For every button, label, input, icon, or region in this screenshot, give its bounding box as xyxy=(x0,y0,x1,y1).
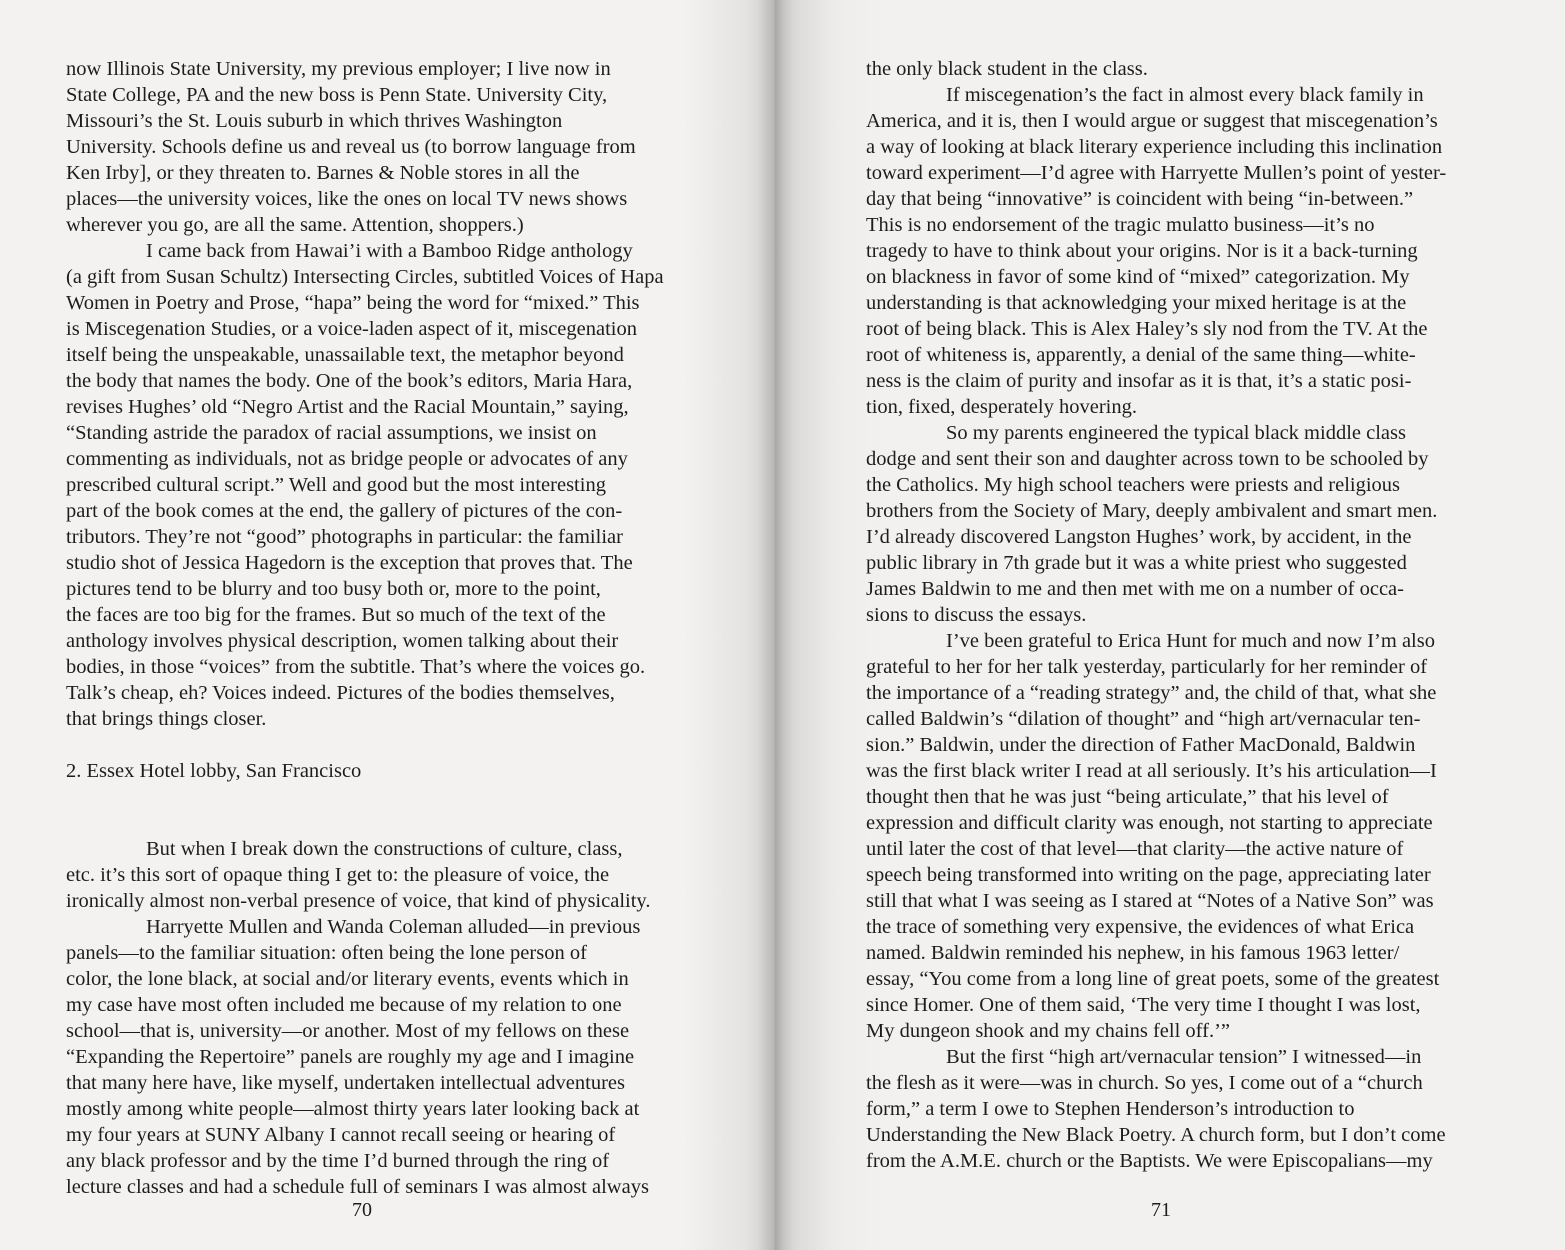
text-line: places—the university voices, like the ones on local TV news shows xyxy=(66,188,628,210)
text-line: pictures tend to be blurry and too busy both or, more to the point, xyxy=(66,578,601,600)
text-line: prescribed cultural script.” Well and good but the most interesting xyxy=(66,474,606,496)
text-line: revises Hughes’ old “Negro Artist and the Racial Mountain,” saying, xyxy=(66,396,629,418)
right-page xyxy=(775,0,1565,1250)
blank-line xyxy=(66,732,674,758)
text-line: dodge and sent their son and daughter across town to be schooled by xyxy=(866,448,1429,470)
text-line: called Baldwin’s “dilation of thought” and “high art/vernacular ten- xyxy=(866,708,1421,730)
text-line: My dungeon shook and my chains fell off.’” xyxy=(866,1020,1230,1042)
text-line: a way of looking at black literary experience including this inclination xyxy=(866,136,1443,158)
text-line: from the A.M.E. church or the Baptists. We were Episcopalians—my xyxy=(866,1150,1433,1172)
text-line: anthology involves physical description, women talking about their xyxy=(66,630,619,652)
text-line: thought then that he was just “being articulate,” that his level of xyxy=(866,786,1389,808)
text-line: Missouri’s the St. Louis suburb in which thrives Washington xyxy=(66,110,563,132)
text-line: itself being the unspeakable, unassailable text, the metaphor beyond xyxy=(66,344,624,366)
text-line: State College, PA and the new boss is Penn State. University City, xyxy=(66,84,608,106)
text-line: Talk’s cheap, eh? Voices indeed. Pictures of the bodies themselves, xyxy=(66,682,615,704)
text-line: grateful to her for her talk yesterday, particularly for her reminder of xyxy=(866,656,1428,678)
blank-line xyxy=(66,784,674,836)
text-line: commenting as individuals, not as bridge people or advocates of any xyxy=(66,448,628,470)
text-line: expression and difficult clarity was enough, not starting to appreciate xyxy=(866,812,1433,834)
page-number-left: 70 xyxy=(352,1199,372,1221)
text-line: James Baldwin to me and then met with me on a number of occa- xyxy=(866,578,1404,600)
text-line: that many here have, like myself, undertaken intellectual adventures xyxy=(66,1072,625,1094)
text-line: my case have most often included me because of my relation to one xyxy=(66,994,622,1016)
text-line: tragedy to have to think about your origins. Nor is it a back-turning xyxy=(866,240,1418,262)
text-line: the body that names the body. One of the book’s editors, Maria Hara, xyxy=(66,370,633,392)
text-line: America, and it is, then I would argue or suggest that miscegenation’s xyxy=(866,110,1438,132)
text-line: root of whiteness is, apparently, a denial of the same thing—white- xyxy=(866,344,1416,366)
text-line: school—that is, university—or another. Most of my fellows on these xyxy=(66,1020,630,1042)
text-line: tributors. They’re not “good” photographs in particular: the familiar xyxy=(66,526,623,548)
text-line: lecture classes and had a schedule full of seminars I was almost always xyxy=(66,1176,649,1198)
text-line: 2. Essex Hotel lobby, San Francisco xyxy=(66,760,362,782)
text-line: If miscegenation’s the fact in almost every black family in xyxy=(946,84,1424,106)
text-line: ness is the claim of purity and insofar as it is that, it’s a static posi- xyxy=(866,370,1412,392)
text-line: named. Baldwin reminded his nephew, in his famous 1963 letter/ xyxy=(866,942,1400,964)
text-line: my four years at SUNY Albany I cannot recall seeing or hearing of xyxy=(66,1124,616,1146)
text-line: I’d already discovered Langston Hughes’ work, by accident, in the xyxy=(866,526,1412,548)
text-line: tion, fixed, desperately hovering. xyxy=(866,396,1137,418)
text-line: until later the cost of that level—that clarity—the active nature of xyxy=(866,838,1404,860)
text-line: still that what I was seeing as I stared at “Notes of a Native Son” was xyxy=(866,890,1434,912)
text-line: any black professor and by the time I’d burned through the ring of xyxy=(66,1150,610,1172)
text-line: the only black student in the class. xyxy=(866,58,1148,80)
text-line: the Catholics. My high school teachers were priests and religious xyxy=(866,474,1401,496)
text-line: speech being transformed into writing on the page, appreciating later xyxy=(866,864,1431,886)
text-line: the trace of something very expensive, the evidences of what Erica xyxy=(866,916,1415,938)
text-line: Women in Poetry and Prose, “hapa” being the word for “mixed.” This xyxy=(66,292,640,314)
text-line: root of being black. This is Alex Haley’s sly nod from the TV. At the xyxy=(866,318,1428,340)
page-number-right: 71 xyxy=(1151,1199,1171,1221)
text-line: the flesh as it were—was in church. So yes, I come out of a “church xyxy=(866,1072,1423,1094)
text-line: Understanding the New Black Poetry. A church form, but I don’t come xyxy=(866,1124,1446,1146)
text-line: brothers from the Society of Mary, deeply ambivalent and smart men. xyxy=(866,500,1438,522)
text-line: toward experiment—I’d agree with Harryette Mullen’s point of yester- xyxy=(866,162,1447,184)
text-line: color, the lone black, at social and/or literary events, events which in xyxy=(66,968,629,990)
left-page-text xyxy=(66,56,674,1200)
text-line: (a gift from Susan Schultz) Intersecting Circles, subtitled Voices of Hapa xyxy=(66,266,664,288)
text-line: sion.” Baldwin, under the direction of Father MacDonald, Baldwin xyxy=(866,734,1416,756)
text-line: ironically almost non-verbal presence of voice, that kind of physicality. xyxy=(66,890,651,912)
text-line: etc. it’s this sort of opaque thing I get to: the pleasure of voice, the xyxy=(66,864,610,886)
text-line: since Homer. One of them said, ‘The very time I thought I was lost, xyxy=(866,994,1421,1016)
text-line: Harryette Mullen and Wanda Coleman alluded—in previous xyxy=(146,916,641,938)
text-line: is Miscegenation Studies, or a voice-laden aspect of it, miscegenation xyxy=(66,318,637,340)
text-line: that brings things closer. xyxy=(66,708,267,730)
text-line: “Expanding the Repertoire” panels are roughly my age and I imagine xyxy=(66,1046,635,1068)
text-line: This is no endorsement of the tragic mulatto business—it’s no xyxy=(866,214,1375,236)
text-line: But the first “high art/vernacular tension” I witnessed—in xyxy=(946,1046,1422,1068)
text-line: “Standing astride the paradox of racial assumptions, we insist on xyxy=(66,422,597,444)
text-line: Ken Irby], or they threaten to. Barnes & Noble stores in all the xyxy=(66,162,580,184)
text-line: was the first black writer I read at all seriously. It’s his articulation—I xyxy=(866,760,1437,782)
text-line: So my parents engineered the typical black middle class xyxy=(946,422,1406,444)
text-line: mostly among white people—almost thirty years later looking back at xyxy=(66,1098,640,1120)
text-line: day that being “innovative” is coincident with being “in-between.” xyxy=(866,188,1414,210)
text-line: But when I break down the constructions of culture, class, xyxy=(146,838,623,860)
text-line: form,” a term I owe to Stephen Henderson’s introduction to xyxy=(866,1098,1355,1120)
text-line: public library in 7th grade but it was a white priest who suggested xyxy=(866,552,1407,574)
text-line: the faces are too big for the frames. But so much of the text of the xyxy=(66,604,606,626)
text-line: University. Schools define us and reveal us (to borrow language from xyxy=(66,136,636,158)
text-line: panels—to the familiar situation: often being the lone person of xyxy=(66,942,587,964)
text-line: I’ve been grateful to Erica Hunt for much and now I’m also xyxy=(946,630,1435,652)
text-line: the importance of a “reading strategy” and, the child of that, what she xyxy=(866,682,1437,704)
text-line: sions to discuss the essays. xyxy=(866,604,1087,626)
text-line: studio shot of Jessica Hagedorn is the exception that proves that. The xyxy=(66,552,633,574)
text-line: wherever you go, are all the same. Attention, shoppers.) xyxy=(66,214,524,236)
left-page xyxy=(0,0,775,1250)
text-line: now Illinois State University, my previous employer; I live now in xyxy=(66,58,611,80)
text-line: understanding is that acknowledging your mixed heritage is at the xyxy=(866,292,1407,314)
text-line: on blackness in favor of some kind of “mixed” categorization. My xyxy=(866,266,1410,288)
text-line: I came back from Hawai’i with a Bamboo Ridge anthology xyxy=(146,240,633,262)
text-line: bodies, in those “voices” from the subtitle. That’s where the voices go. xyxy=(66,656,646,678)
right-page-text xyxy=(866,56,1458,1174)
text-line: essay, “You come from a long line of great poets, some of the greatest xyxy=(866,968,1440,990)
text-line: part of the book comes at the end, the gallery of pictures of the con- xyxy=(66,500,623,522)
